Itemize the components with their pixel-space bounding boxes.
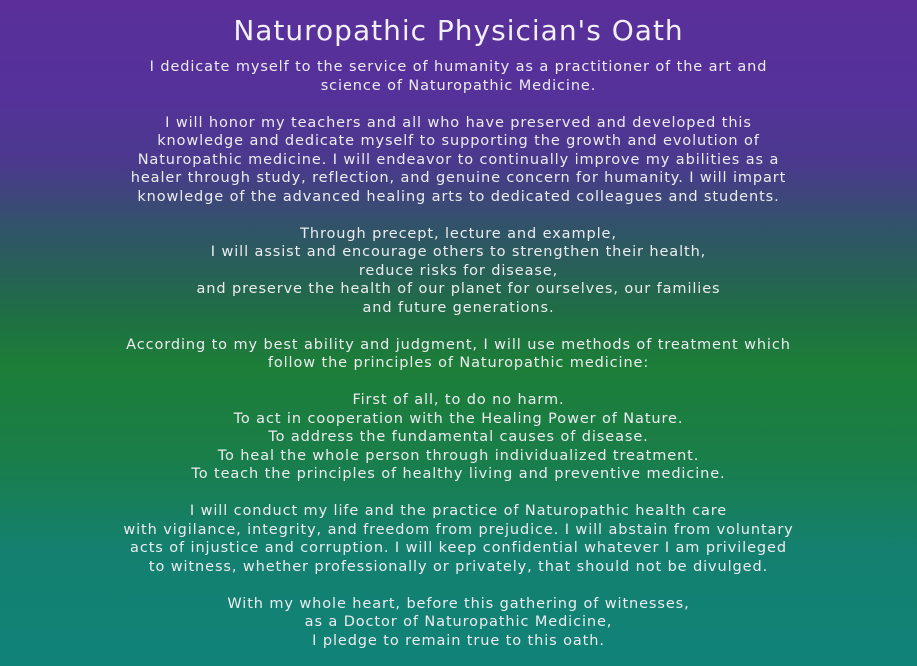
oath-line: follow the principles of Naturopathic medicine: — [267, 355, 650, 371]
oath-line: healer through study, reflection, and genuine concern for humanity. I will impart — [130, 170, 787, 186]
principle-item: To act in cooperation with the Healing Power of Nature. — [233, 410, 684, 427]
oath-line: as a Doctor of Naturopathic Medicine, — [304, 614, 613, 630]
oath-line: I will honor my teachers and all who have preserved and developed this — [165, 114, 752, 131]
oath-line: I dedicate myself to the service of humanity as a practitioner of the art and — [149, 59, 768, 75]
oath-line: and future generations. — [362, 299, 555, 316]
oath-paragraph-dedication — [0, 58, 917, 95]
oath-line: acts of injustice and corruption. I will keep confidential whatever I am privileged — [130, 540, 787, 556]
oath-text — [0, 58, 917, 650]
oath-paragraph-principles — [0, 391, 917, 484]
oath-paragraph-precept — [0, 225, 917, 318]
oath-line: I will conduct my life and the practice of Naturopathic health care — [189, 503, 728, 519]
oath-paragraph-honor-teachers — [0, 114, 917, 207]
oath-line: and preserve the health of our planet for ourselves, our families — [196, 281, 721, 297]
oath-line: According to my best ability and judgment, I will use methods of treatment which — [126, 336, 791, 353]
oath-line: reduce risks for disease, — [358, 262, 559, 279]
oath-line: Through precept, lecture and example, — [300, 225, 617, 242]
principle-item: To heal the whole person through individualized treatment. — [217, 447, 700, 464]
principle-item: To teach the principles of healthy living and preventive medicine. — [191, 466, 726, 482]
oath-line: Naturopathic medicine. I will endeavor to continually improve my abilities as a — [137, 151, 780, 168]
oath-line: with vigilance, integrity, and freedom from prejudice. I will abstain from voluntary — [123, 521, 794, 538]
oath-paragraph-judgment — [0, 336, 917, 373]
oath-line: I will assist and encourage others to strengthen their health, — [210, 244, 707, 260]
oath-line: knowledge of the advanced healing arts to dedicated colleagues and students. — [137, 188, 780, 205]
oath-line: science of Naturopathic Medicine. — [320, 77, 597, 94]
oath-line: to witness, whether professionally or privately, that should not be divulged. — [148, 558, 769, 575]
principle-item: First of all, to do no harm. — [352, 392, 565, 408]
oath-paragraph-conduct — [0, 502, 917, 576]
oath-line: knowledge and dedicate myself to supporting the growth and evolution of — [157, 133, 760, 149]
page-title: Naturopathic Physician's Oath — [233, 14, 684, 47]
oath-line: I pledge to remain true to this oath. — [312, 632, 605, 649]
principle-item: To address the fundamental causes of disease. — [268, 429, 649, 445]
oath-paragraph-pledge — [0, 595, 917, 651]
oath-line: With my whole heart, before this gathering of witnesses, — [227, 595, 690, 612]
